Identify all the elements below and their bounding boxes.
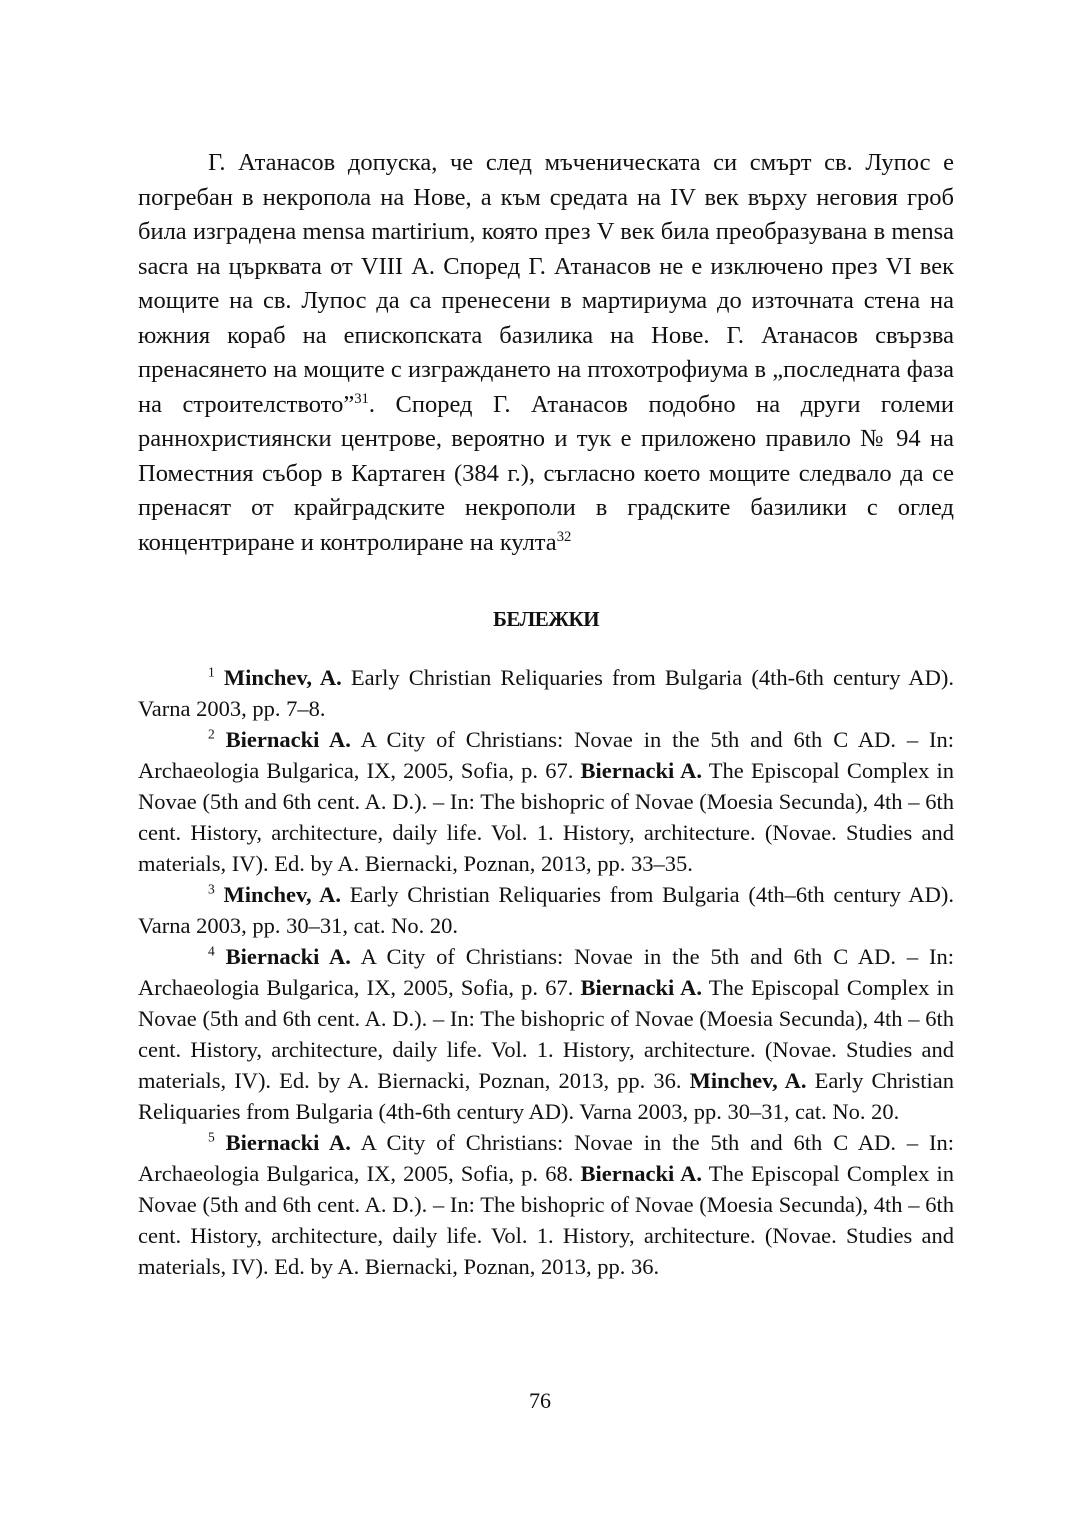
- footnote-number: 1: [208, 664, 215, 680]
- footnote-1: [138, 662, 954, 724]
- footnote-4: [138, 941, 954, 1127]
- footnote-2: [138, 724, 954, 879]
- footnote-author: Biernacki A.: [225, 1130, 351, 1155]
- page-number: 76: [529, 1388, 551, 1413]
- footnote-number: 2: [208, 726, 215, 742]
- body-text-part-2: . Според Г. Атанасов подобно на други големи раннохристиянски центрове, вероятно и тук е приложено правило № 94 на Поместния събор в Картаген (384 г.), съгласно което мощите следвало да се пренасят от крайградските некрополи в градските базилики с оглед концентриране и контролиране на култа: [138, 390, 954, 556]
- footnote-number: 3: [208, 881, 215, 897]
- footnote-number: 4: [208, 943, 215, 959]
- page-content: [138, 146, 954, 1282]
- footnote-citation: A City of Christians: Novae in the 5th and 6th C AD. – In: Archaeologia Bulgarica, IX, 2005, Sofia, p. 67.: [138, 944, 954, 1000]
- body-paragraph: [138, 146, 954, 560]
- footnote-citation: Early Christian Reliquaries from Bulgaria (4th–6th century AD). Varna 2003, pp. 30–31, cat. No. 20.: [138, 882, 954, 938]
- footnote-ref-32[interactable]: 32: [556, 528, 572, 545]
- footnote-author: Minchev, A.: [223, 882, 342, 907]
- notes-list: [138, 662, 954, 1282]
- footnote-citation: The Episcopal Complex in Novae (5th and 6th cent. A. D.). – In: The bishopric of Novae (Moesia Secunda), 4th – 6th cent. History, architecture, daily life. Vol. 1. History, architecture. (Novae. Studies and materials, IV). Ed. by A. Biernacki, Poznan, 2013, pp. 33–35.: [138, 758, 954, 876]
- footnote-author: Minchev, A.: [689, 1068, 807, 1093]
- notes-heading: БЕЛЕЖКИ: [492, 607, 600, 631]
- footnote-citation: The Episcopal Complex in Novae (5th and 6th cent. A. D.). – In: The bishopric of Novae (Moesia Secunda), 4th – 6th cent. History, architecture, daily life. Vol. 1. History, architecture. (Novae. Studies and materials, IV). Ed. by A. Biernacki, Poznan, 2013, pp. 36.: [138, 975, 954, 1093]
- footnote-author: Biernacki A.: [580, 975, 703, 1000]
- body-text-part-1: Г. Атанасов допуска, че след мъченическата си смърт св. Лупос е погребан в некропола на Нове, а към средата на IV век върху неговия гроб била изградена mensa martirium, която през V век била преобразувана в mensa sacra на църквата от VIII А. Според Г. Атанасов не е изключено през VI век мощите на св. Лупос да са пренесени в мартириума до източната стена на южния кораб на епископската базилика на Нове. Г. Атанасов свързва пренасянето на мощите с изграждането на птохотрофиума в „последната фаза на строителството”: [138, 149, 954, 418]
- footnote-citation: A City of Christians: Novae in the 5th and 6th C AD. – In: Archaeologia Bulgarica, IX, 2005, Sofia, p. 68.: [138, 1130, 954, 1186]
- footnote-author: Biernacki A.: [580, 758, 703, 783]
- footnote-citation: Early Christian Reliquaries from Bulgaria (4th-6th century AD). Varna 2003, pp. 7–8.: [138, 665, 954, 721]
- footnote-author: Biernacki A.: [225, 727, 351, 752]
- footnote-author: Biernacki A.: [225, 944, 351, 969]
- footnote-citation: Early Christian Reliquaries from Bulgaria (4th-6th century AD). Varna 2003, pp. 30–31, cat. No. 20.: [138, 1068, 954, 1124]
- footnote-citation: The Episcopal Complex in Novae (5th and 6th cent. A. D.). – In: The bishopric of Novae (Moesia Secunda), 4th – 6th cent. History, architecture, daily life. Vol. 1. History, architecture. (Novae. Studies and materials, IV). Ed. by A. Biernacki, Poznan, 2013, pp. 36.: [138, 1161, 954, 1279]
- footnote-author: Minchev, A.: [223, 665, 342, 690]
- footnote-number: 5: [208, 1129, 215, 1145]
- footnote-5: [138, 1127, 954, 1282]
- footnote-3: [138, 879, 954, 941]
- footnote-citation: A City of Christians: Novae in the 5th and 6th C AD. – In: Archaeologia Bulgarica, IX, 2005, Sofia, p. 67.: [138, 727, 954, 783]
- footnote-ref-31[interactable]: 31: [354, 390, 369, 407]
- footnote-author: Biernacki A.: [580, 1161, 703, 1186]
